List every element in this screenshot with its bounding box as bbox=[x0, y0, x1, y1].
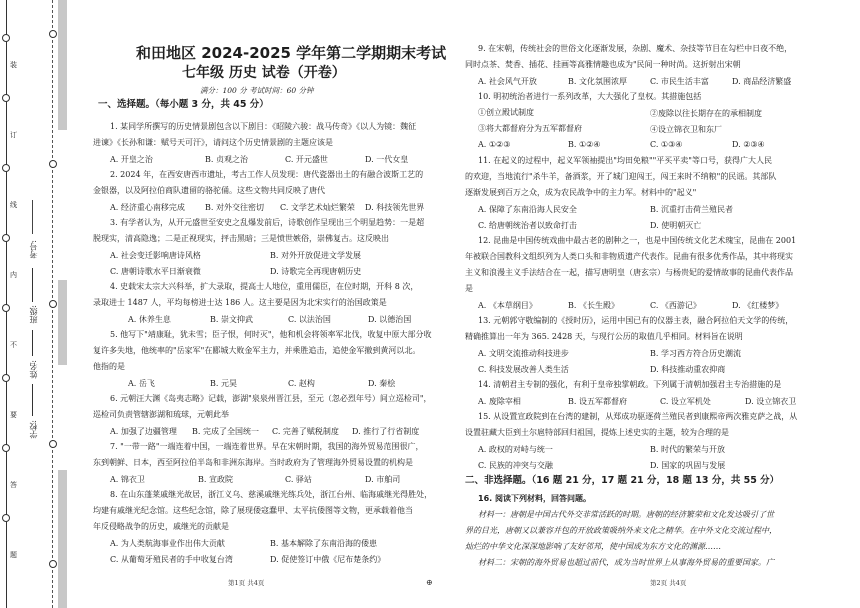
question-line: 精确推算出一年为 365. 2428 天，与现行公历的取值几乎相同。材料旨在说明 bbox=[465, 332, 743, 341]
question-line: 设置驻藏大臣到土尔扈特部回归祖国，提炼上述史实的主题，较为合理的是 bbox=[465, 428, 729, 437]
binding-hole-icon bbox=[2, 304, 10, 312]
option[interactable]: C. 给唐朝统治者以致命打击 bbox=[478, 221, 577, 230]
option[interactable]: A. 开皇之治 bbox=[110, 155, 153, 164]
question-line: 录取进士 1487 人，平均每榜进士达 186 人。这主要是因为北宋实行的治国政策是 bbox=[93, 298, 387, 307]
question-line: 9. 在宋朝，传统社会的世俗文化逐渐发展，杂剧、魔术、杂技等节目在勾栏中日夜不绝， bbox=[478, 44, 793, 53]
option[interactable]: D. 一代女皇 bbox=[365, 155, 409, 164]
question-line: 他指的是 bbox=[93, 362, 125, 371]
question-line: 5. 他写下"靖康耻，犹未雪；臣子恨，何时灭"，他和机会将领率军北伐，收复中原大部分收 bbox=[110, 330, 432, 339]
option[interactable]: D. 设立锦衣卫 bbox=[745, 397, 797, 406]
question-line: 1. 某同学所撰写的历史情景剧包含以下剧目：《昭陵六骏：战马传奇》《以人为镜：魏征 bbox=[110, 122, 417, 131]
option[interactable]: B. 时代的繁荣与开放 bbox=[650, 445, 725, 454]
question-line: 逐渐发展到百万之众，成为农民战争中的主力军。材料中的"起义" bbox=[465, 188, 697, 197]
option[interactable]: B. ①②④ bbox=[568, 140, 601, 149]
question-line: 4. 史载宋太宗大兴科举，扩大录取，提高士人地位，重用儒臣，在位时期，开科 8 次， bbox=[110, 282, 419, 291]
question-line: 13. 元朝郭守敬编制的《授时历》，运用中国已有的仪器主表，融合阿拉伯天文学的传统， bbox=[478, 316, 794, 325]
question-line: 的欢迎，当地流行"杀牛羊，备酒浆，开了城门迎闯王，闯王来时不纳粮"的民谣。其部队 bbox=[465, 172, 777, 181]
question-line: 14. 清朝君主专制的强化，有利于皇帝独掌朝政。下列属于清朝加强君主专治措施的是 bbox=[478, 380, 782, 389]
binding-hole-icon bbox=[49, 440, 57, 448]
question-line: 东到朝鲜、日本，西至阿拉伯半岛和非洲东海岸。当时政府为了管理海外贸易设置的机构是 bbox=[93, 458, 413, 467]
option[interactable]: B. 基本解除了东南沿海的倭患 bbox=[270, 539, 377, 548]
class-field[interactable] bbox=[32, 268, 33, 302]
question-line: ①创立殿试制度 bbox=[478, 108, 534, 117]
option[interactable]: C. 完善了赋税制度 bbox=[272, 427, 339, 436]
option[interactable]: A. 岳飞 bbox=[128, 379, 155, 388]
option[interactable]: D. 诗歌完全再现唐朝历史 bbox=[270, 267, 362, 276]
option[interactable]: A. 加强了边疆管理 bbox=[110, 427, 177, 436]
option[interactable]: C. 民族的冲突与交融 bbox=[478, 461, 553, 470]
option[interactable]: D. 商品经济繁盛 bbox=[732, 77, 792, 86]
school-label: 学校: bbox=[29, 420, 38, 439]
option[interactable]: D. ②③④ bbox=[732, 140, 765, 149]
option[interactable]: B. 对外开放促进文学发展 bbox=[270, 251, 361, 260]
exam-number-label: 考号: bbox=[29, 240, 38, 259]
question-line: ③将大都督府分为五军都督府 bbox=[478, 124, 582, 133]
question-line: 进谏》《长孙和谦：赋号天可汗》，请问这个历史情景剧的主题应该是 bbox=[93, 138, 333, 147]
fold-char: 线 bbox=[10, 201, 17, 209]
shade-band-top bbox=[58, 0, 67, 130]
question-line: 同时点茶、焚香、插花、挂画等高雅情趣也成为"民间一种时尚。这折射出宋朝 bbox=[465, 60, 741, 69]
option[interactable]: D. 《红楼梦》 bbox=[732, 301, 784, 310]
question-line: 是 bbox=[465, 284, 473, 293]
question-line: 均建有戚继光纪念馆。这些纪念馆，除了展现倭寇蠢甲、太平抗倭图等文物，更承载着他当 bbox=[93, 506, 413, 515]
option[interactable]: A. ①②③ bbox=[478, 140, 511, 149]
option[interactable]: A. 政权的对峙与统一 bbox=[478, 445, 553, 454]
exam-meta: 满分：100 分 考试时间：60 分钟 bbox=[200, 86, 314, 95]
exam-number-field[interactable] bbox=[32, 200, 33, 234]
option[interactable]: D. 推行了行省制度 bbox=[352, 427, 420, 436]
option[interactable]: A. 保障了东南沿海人民安全 bbox=[478, 205, 577, 214]
fold-char: 题 bbox=[10, 551, 17, 559]
binding-hole-icon bbox=[49, 300, 57, 308]
option[interactable]: C. 赵构 bbox=[288, 379, 315, 388]
question-line: 6. 元朝汪大渊《岛夷志略》记载，澎湖"泉泉州晋江县，至元（忽必烈年号）间立巡检司"， bbox=[110, 394, 432, 403]
option[interactable]: A. 锦衣卫 bbox=[110, 475, 145, 484]
option[interactable]: B. 宣政院 bbox=[198, 475, 233, 484]
option[interactable]: D. 国家的巩固与发展 bbox=[650, 461, 726, 470]
fold-char: 装 bbox=[10, 61, 17, 69]
question-line: 15. 从设置宣政院到在台湾的建制，从郑成功驱逐荷兰殖民者到康熙帝两次雅克萨之战，从 bbox=[478, 412, 798, 421]
option[interactable]: A. 经济重心南移完成 bbox=[110, 203, 185, 212]
question-line: 复许多失地，他统率的"岳家军"在郾城大败金军主力，并乘胜追击，追使金军撤到黄河以北。 bbox=[93, 346, 421, 355]
option[interactable]: C. 市民生活丰富 bbox=[650, 77, 709, 86]
binding-hole-icon bbox=[49, 560, 57, 568]
material-line: 材料二：宋朝的海外贸易也超过前代，成为当时世界上从事海外贸易的重要国家。广 bbox=[478, 558, 774, 567]
option: ②废除以往长期存在的承相制度 bbox=[650, 109, 762, 118]
class-label: 班级: bbox=[29, 305, 38, 324]
option[interactable]: D. 科技领先世界 bbox=[365, 203, 425, 212]
option[interactable]: C. 从葡萄牙殖民者的手中收复台湾 bbox=[110, 555, 233, 564]
binding-margin bbox=[0, 0, 68, 608]
option[interactable]: C. ①③④ bbox=[650, 140, 683, 149]
option[interactable]: A. 社会风气开放 bbox=[478, 77, 537, 86]
page-footer-right: 第2页 共4页 bbox=[650, 579, 687, 587]
page-footer-left: 第1页 共4页 bbox=[228, 579, 265, 587]
fold-char: 订 bbox=[10, 131, 17, 139]
option[interactable]: C. 唐朝诗歌水平日渐衰微 bbox=[110, 267, 201, 276]
option[interactable]: D. 以德治国 bbox=[368, 315, 412, 324]
question-line: 年反侵略战争的历史，戚继光的贡献是 bbox=[93, 522, 229, 531]
question-line: 2. 2024 年，在西安唐西市遗址，考古工作人员发现：唐代瓷器出土的有融合波斯工艺的 bbox=[110, 170, 424, 179]
binding-hole-icon bbox=[49, 160, 57, 168]
option[interactable]: B. 《长生殿》 bbox=[568, 301, 619, 310]
option[interactable]: D. 科技推动重农抑商 bbox=[650, 365, 726, 374]
option[interactable]: D. 秦桧 bbox=[368, 379, 396, 388]
question-line: 11. 在起义的过程中，起义军领袖提出"均田免粮""平买平卖"等口号，获得广大人民 bbox=[478, 156, 772, 165]
section-heading-non-choice: 二、非选择题。（16 题 21 分，17 题 21 分，18 题 13 分，共 55 分） bbox=[465, 475, 780, 486]
option[interactable]: A. 社会变迁影响唐诗风格 bbox=[110, 251, 201, 260]
material-line: 界的目光，唐朝又以兼容并包的开放政策吸纳外来文化之精华。在中外文化交流过程中， bbox=[465, 526, 777, 535]
exam-subtitle: 七年级 历史 试卷（开卷） bbox=[182, 65, 346, 81]
question-line: 8. 在山东蓬莱戚继光故居，浙江义乌、慈溪戚继光练兵处，浙江台州、临海戚继光得胜处， bbox=[110, 490, 433, 499]
binding-hole-icon bbox=[49, 30, 57, 38]
option[interactable]: C. 驿站 bbox=[285, 475, 312, 484]
option[interactable]: C. 文学艺术灿烂繁荣 bbox=[280, 203, 355, 212]
option[interactable]: B. 沉重打击荷兰殖民者 bbox=[650, 205, 733, 214]
option[interactable]: D. 使明朝灭亡 bbox=[650, 221, 702, 230]
option[interactable]: A. 《本草纲目》 bbox=[478, 301, 537, 310]
question-line: 16. 阅读下列材料，回答问题。 bbox=[478, 494, 591, 503]
page-center-mark-icon: ⊕ bbox=[426, 578, 433, 587]
question-line: 7. "一带一路"一端连着中国，一端连着世界。早在宋朝时期，我国的海外贸易范围很广， bbox=[110, 442, 424, 451]
option[interactable]: B. 文化氛围浓厚 bbox=[568, 77, 627, 86]
binding-hole-icon bbox=[2, 374, 10, 382]
name-label: 姓名: bbox=[29, 360, 38, 379]
name-field[interactable] bbox=[32, 330, 33, 356]
section-heading-choice: 一、选择题。（每小题 3 分，共 45 分） bbox=[98, 99, 269, 110]
fold-char: 要 bbox=[10, 411, 17, 419]
option[interactable]: B. 元昊 bbox=[210, 379, 237, 388]
question-line: 10. 明初统治者进行一系列改革，大大强化了皇权。其措施包括 bbox=[478, 92, 702, 101]
option[interactable]: B. 学习西方符合历史潮流 bbox=[650, 349, 741, 358]
option[interactable]: A. 废除宰相 bbox=[478, 397, 521, 406]
option[interactable]: C. 开元盛世 bbox=[285, 155, 328, 164]
option[interactable]: A. 休养生息 bbox=[128, 315, 171, 324]
binding-hole-icon bbox=[2, 514, 10, 522]
option[interactable]: C. 《西游记》 bbox=[650, 301, 701, 310]
question-line: 巡检司负责管辖澎湖和琉球，元朝此举 bbox=[93, 410, 229, 419]
fold-char: 不 bbox=[10, 341, 17, 349]
fold-char: 答 bbox=[10, 481, 17, 489]
option[interactable]: B. 完成了全国统一 bbox=[192, 427, 259, 436]
binding-hole-icon bbox=[2, 234, 10, 242]
binding-hole-icon bbox=[2, 34, 10, 42]
option[interactable]: C. 以法治国 bbox=[288, 315, 331, 324]
option: ④设立锦衣卫和东厂 bbox=[650, 125, 722, 134]
binding-hole-icon bbox=[2, 444, 10, 452]
option[interactable]: C. 科技发展改善人类生活 bbox=[478, 365, 569, 374]
option[interactable]: D. 市舶司 bbox=[365, 475, 401, 484]
question-line: 脱现实，清高隐逸；二是正视现实，抨击黑暗；三是愤世嫉俗，崇佛复古。这反映出 bbox=[93, 234, 389, 243]
shade-band-middle bbox=[58, 280, 67, 365]
question-line: 主义和浪漫主义手法结合在一起，描写唐明皇（唐玄宗）与杨贵妃的爱情故事的昆曲代表作品 bbox=[465, 268, 793, 277]
school-field[interactable] bbox=[32, 384, 33, 416]
option[interactable]: C. 设立军机处 bbox=[660, 397, 711, 406]
option[interactable]: B. 对外交往密切 bbox=[205, 203, 264, 212]
option[interactable]: D. 促使签订中俄《尼布楚条约》 bbox=[270, 555, 386, 564]
question-line: 年被联合国教科文组织列为人类口头和非物质遗产代表作。昆曲有很多优秀作品，其中将现实 bbox=[465, 252, 793, 261]
option[interactable]: B. 贞观之治 bbox=[205, 155, 248, 164]
material-line: 材料一：唐朝是中国古代外交非常活跃的时期。唐朝的经济繁荣和文化发达吸引了世 bbox=[478, 510, 774, 519]
option[interactable]: A. 为人类航海事业作出伟大贡献 bbox=[110, 539, 225, 548]
option[interactable]: B. 崇文抑武 bbox=[210, 315, 253, 324]
question-line: 金银器，以及阿拉伯商队遗留的骆驼俑。这些文物共同反映了唐代 bbox=[93, 186, 325, 195]
option[interactable]: A. 文明交流推动科技进步 bbox=[478, 349, 569, 358]
shade-band-bottom bbox=[58, 470, 67, 608]
question-line: 12. 昆曲是中国传统戏曲中最古老的剧种之一，也是中国传统文化艺术瑰宝，昆曲在 2001 bbox=[478, 236, 797, 245]
option[interactable]: B. 设五军都督府 bbox=[568, 397, 627, 406]
binding-hole-icon bbox=[2, 164, 10, 172]
exam-title: 和田地区 2024-2025 学年第二学期期末考试 bbox=[136, 44, 447, 62]
material-line: 灿烂的中华文化深深地影响了友好邻邦，使中国成为东方文化的渊源…… bbox=[465, 542, 721, 551]
fold-char: 内 bbox=[10, 271, 17, 279]
question-line: 3. 有学者认为，从开元盛世至安史之乱爆发前后，诗歌创作呈现出三个明显趋势：一是超 bbox=[110, 218, 425, 227]
binding-hole-icon bbox=[2, 94, 10, 102]
